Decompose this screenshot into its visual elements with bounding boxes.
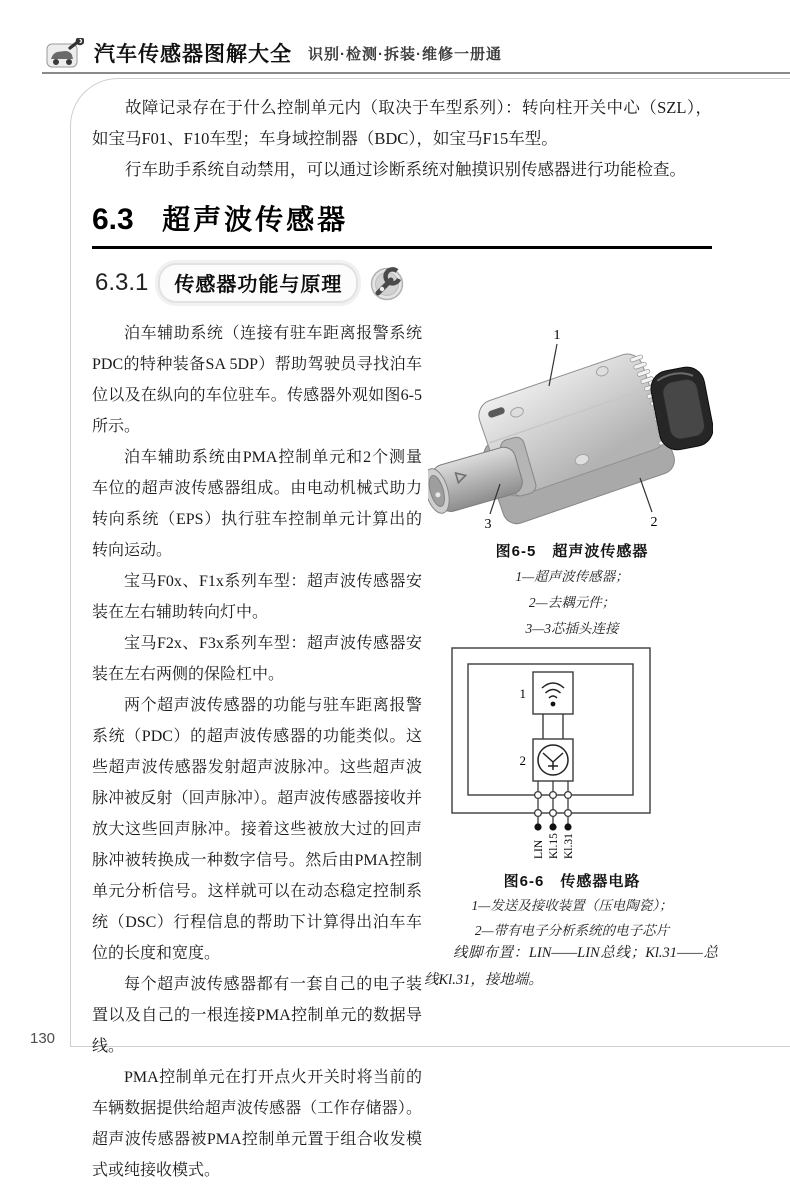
car-wrench-icon bbox=[46, 38, 84, 68]
body-paragraph: 宝马F2x、F3x系列车型：超声波传感器安装在左右两侧的保险杠中。 bbox=[92, 635, 422, 683]
pin-note-text: 线脚布置：LIN——LIN总线；Kl.31——总线Kl.31，接地端。 bbox=[424, 945, 718, 988]
legend-item: 2—去耦元件； bbox=[528, 595, 616, 610]
body-text-column bbox=[92, 318, 422, 1186]
body-paragraph: 泊车辅助系统（连接有驻车距离报警系统PDC的特种装备SA 5DP）帮助驾驶员寻找泊车位以及在纵向的车位驻车。传感器外观如图6-5所示。 bbox=[92, 325, 422, 435]
page-number: 130 bbox=[30, 1030, 56, 1047]
figure-6-5-legend bbox=[428, 564, 716, 642]
body-paragraph: 每个超声波传感器都有一套自己的电子装置以及自己的一根连接PMA控制单元的数据导线。 bbox=[92, 976, 422, 1055]
body-paragraph: 两个超声波传感器的功能与驻车距离报警系统（PDC）的超声波传感器的功能类似。这些超声波传感器发射超声波脉冲。这些超声波脉冲被反射（回声脉冲）。超声波传感器接收并放大这些回声脉冲。接着这些被放大过的回声脉冲被转换成一种数字信号。然后由PMA控制单元分析信号。这样就可以在动态稳定控制系统（DSC）行程信息的帮助下计算得出泊车车位的长度和宽度。 bbox=[92, 697, 422, 962]
figure-6-5-callout-2: 2 bbox=[650, 515, 658, 530]
transistor-icon bbox=[538, 745, 568, 775]
legend-item: 3—3芯插头连接 bbox=[525, 621, 619, 636]
pin-label-kl15: Kl.15 bbox=[548, 833, 560, 859]
subsection-heading bbox=[95, 264, 406, 302]
figure-6-6-callout-1: 1 bbox=[519, 686, 526, 701]
wrench-badge-icon bbox=[368, 264, 406, 302]
book-title: 汽车传感器图解大全 bbox=[94, 43, 292, 66]
pin-assignment-note bbox=[424, 940, 718, 994]
figure-6-5-callout-3: 3 bbox=[484, 517, 492, 532]
figure-6-6-legend bbox=[428, 893, 716, 943]
legend-item: 1—发送及接收装置（压电陶瓷）； bbox=[471, 898, 673, 913]
page-header bbox=[46, 36, 502, 70]
section-title: 超声波传感器 bbox=[162, 204, 349, 235]
figure-6-5-callout-1: 1 bbox=[553, 328, 561, 343]
subsection-title: 传感器功能与原理 bbox=[160, 265, 356, 301]
pin-label-lin: LIN bbox=[533, 839, 545, 859]
intro-paragraph: 故障记录存在于什么控制单元内（取决于车型系列）：转向柱开关中心（SZL），如宝马F01、F10车型；车身域控制器（BDC），如宝马F15车型。 bbox=[92, 98, 712, 148]
body-paragraph: 泊车辅助系统由PMA控制单元和2个测量车位的超声波传感器组成。由电动机械式助力转向系统（EPS）执行驻车控制单元计算出的转向运动。 bbox=[92, 449, 422, 559]
body-paragraph: 宝马F0x、F1x系列车型：超声波传感器安装在左右辅助转向灯中。 bbox=[92, 573, 422, 621]
sound-wave-icon bbox=[542, 683, 564, 698]
subsection-number: 6.3.1 bbox=[95, 269, 149, 296]
body-paragraph: PMA控制单元在打开点火开关时将当前的车辆数据提供给超声波传感器（工作存储器）。超声波传感器被PMA控制单元置于组合收发模式或纯接收模式。 bbox=[92, 1069, 422, 1179]
figure-6-6-caption: 图6-6 传感器电路 bbox=[503, 873, 641, 890]
book-subtitle: 识别·检测·拆装·维修一册通 bbox=[308, 45, 502, 63]
legend-item: 2—带有电子分析系统的电子芯片 bbox=[474, 923, 670, 938]
section-number: 6.3 bbox=[92, 203, 134, 236]
header-rule bbox=[42, 72, 790, 74]
legend-item: 1—超声波传感器； bbox=[515, 569, 629, 584]
figure-6-5-sensor-illustration bbox=[428, 326, 713, 533]
intro-paragraph: 行车助手系统自动禁用，可以通过诊断系统对触摸识别传感器进行功能检查。 bbox=[125, 160, 686, 179]
intro-paragraphs bbox=[92, 92, 712, 185]
figure-6-6-callout-2: 2 bbox=[519, 753, 526, 768]
figure-6-5-caption: 图6-5 超声波传感器 bbox=[495, 543, 649, 560]
pin-label-kl31: Kl.31 bbox=[563, 833, 575, 859]
figure-6-6-circuit-diagram bbox=[446, 646, 656, 861]
section-heading bbox=[92, 198, 712, 249]
